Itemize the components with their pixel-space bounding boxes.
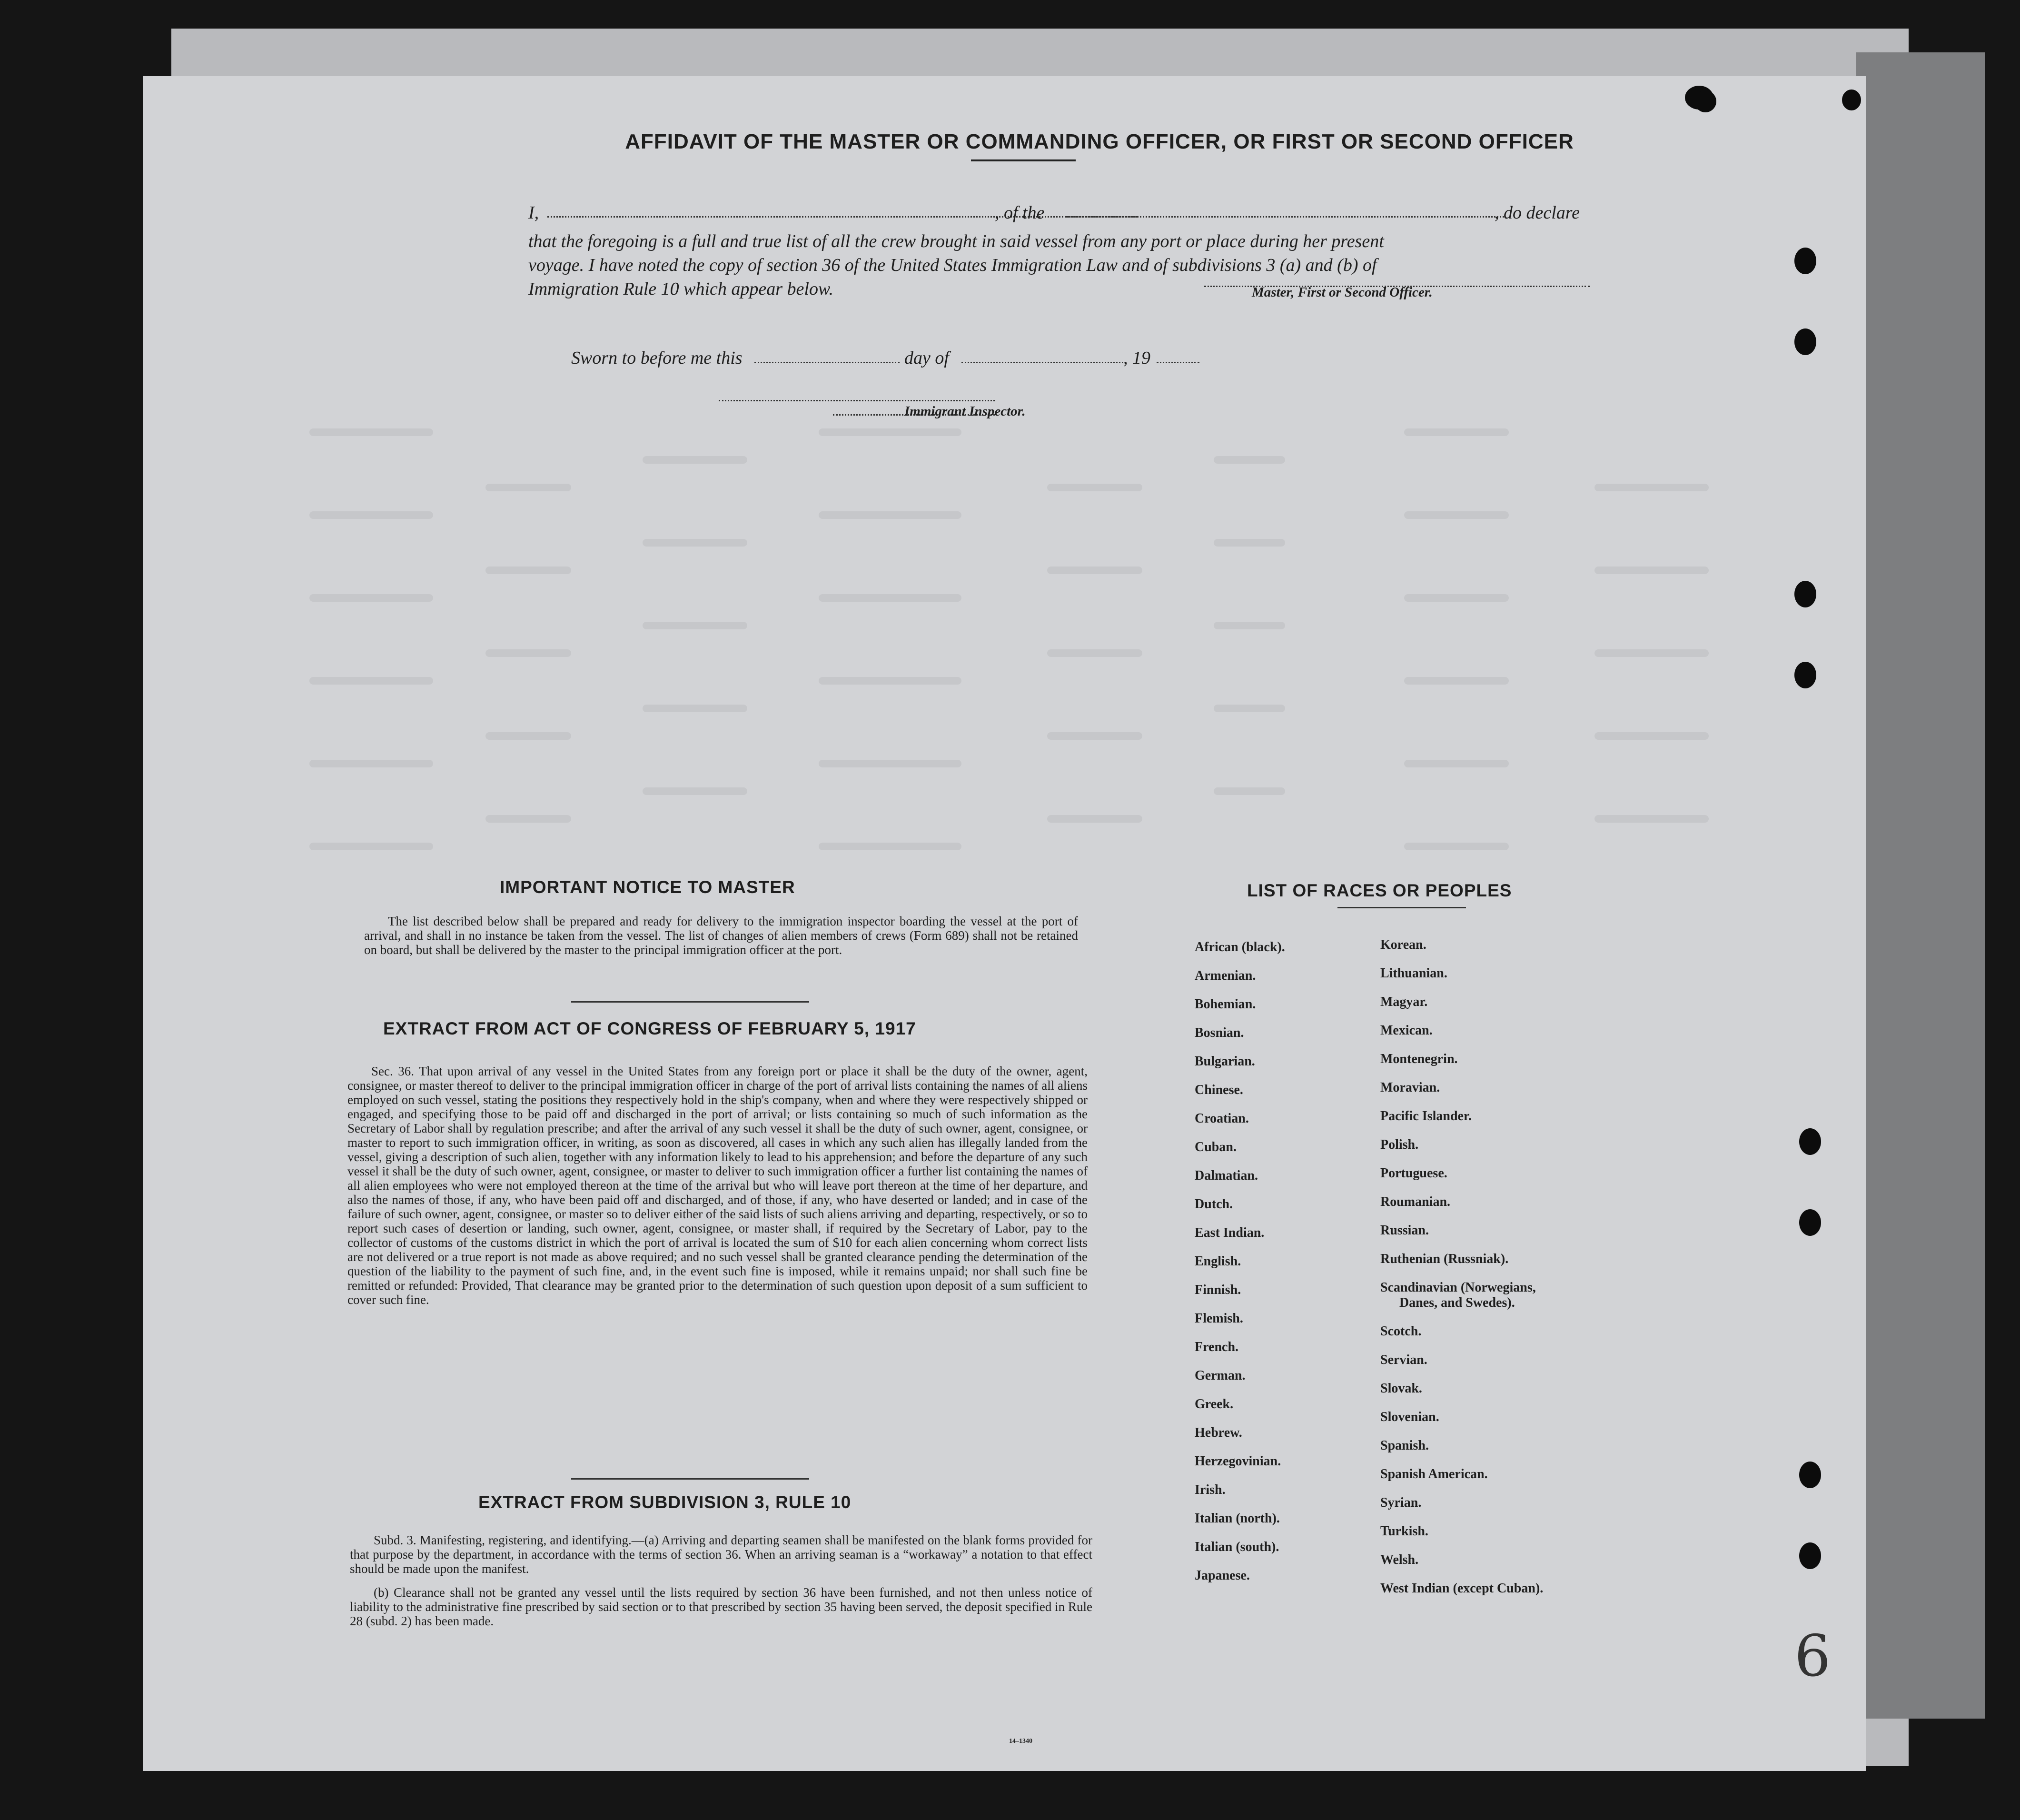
- master-signature-label: Master, First or Second Officer.: [1252, 285, 1433, 300]
- bleed-through-line: [1594, 567, 1709, 574]
- race-item: English.: [1195, 1254, 1241, 1269]
- race-item: Slovenian.: [1380, 1410, 1439, 1424]
- race-item: Syrian.: [1380, 1495, 1422, 1510]
- punch-hole: [1799, 1462, 1821, 1488]
- act-extract-text: Sec. 36. That upon arrival of any vessel in the United States from any foreign port or place it shall be the duty of the owner, agent, consignee, or master thereof to deliver to the principal immigration officer in charge of the port of arrival lists containing the names of all aliens employed on such vessel, stating the positions they respectively hold in the ship's company, when and where they were respectively shipped or engaged, and specifying those to be paid off and discharged in the port of arrival; or lists containing so much of such information as the Secretary of Labor shall by regulation prescribe; and after the arrival of any such vessel it shall be the duty of such owner, agent, consignee, or master to report to such immigration officer, in writing, as soon as discovered, all cases in which any such alien has illegally landed from the vessel, giving a description of such alien, together with any information likely to lead to his apprehension; and before the departure of any such vessel it shall be the duty of such owner, agent, consignee, or master to deliver to such immigration officer a further list containing the names of all alien employees who were not employed thereon at the time of the arrival but who will leave port thereon at the time of her departure, and also the names of those, if any, who have been paid off and discharged, and of those, if any, who have deserted or landed; and in case of the failure of such owner, agent, consignee, or master so to deliver either of the said lists of such aliens arriving and departing, respectively, or so to report such cases of desertion or landing, such owner, agent, consignee, or master shall, if required by the Secretary of Labor, pay to the collector of customs of the customs district in which the port of arrival is located the sum of $10 for each alien concerning whom correct lists are not delivered or a true report is not made as above required; and no such vessel shall be granted clearance pending the determination of the question of the liability to the payment of such fine, and, in the event such fine is imposed, while it remains unpaid; nor shall such fine be remitted or refunded: Provided, That clearance may be granted prior to the determination of such question upon deposit of a sum sufficient to cover such fine.: [347, 1064, 1088, 1307]
- race-item: Hebrew.: [1195, 1425, 1242, 1440]
- bleed-through-line: [819, 677, 961, 685]
- bleed-through-line: [309, 594, 433, 602]
- bleed-through-line: [309, 511, 433, 519]
- bleed-through-line: [1047, 567, 1142, 574]
- race-item: Italian (north).: [1195, 1511, 1280, 1526]
- races-heading: LIST OF RACES OR PEOPLES: [1247, 881, 1512, 900]
- race-item: Flemish.: [1195, 1311, 1243, 1326]
- race-item: Dalmatian.: [1195, 1168, 1258, 1183]
- race-item: Ruthenian (Russniak).: [1380, 1252, 1509, 1266]
- day-of-label: day of: [904, 348, 949, 368]
- race-item: Portuguese.: [1380, 1166, 1447, 1181]
- background-page-edge: [1856, 52, 1985, 1719]
- affidavit-declare-label: , do declare: [1495, 203, 1580, 223]
- section-rule: [571, 1478, 809, 1480]
- bleed-through-line: [1404, 843, 1509, 850]
- race-item: Japanese.: [1195, 1568, 1250, 1583]
- bleed-through-line: [309, 843, 433, 850]
- race-item: Cuban.: [1195, 1140, 1237, 1154]
- race-item: Scandinavian (Norwegians,: [1380, 1280, 1536, 1295]
- bleed-through-line: [643, 622, 747, 629]
- bleed-through-line: [1594, 815, 1709, 823]
- bleed-through-line: [485, 567, 571, 574]
- race-item: West Indian (except Cuban).: [1380, 1581, 1544, 1596]
- rule-extract-text-b: (b) Clearance shall not be granted any vessel until the lists required by section 36 have been furnished, and not then unless notice of liability to the administrative fine prescribed by said section or to that prescribed by section 35 having been served, the deposit specified in Rule 28 (subd. 2) has been made.: [350, 1585, 1092, 1628]
- affidavit-title: AFFIDAVIT OF THE MASTER OR COMMANDING OFFICER, OR FIRST OR SECOND OFFICER: [625, 130, 1574, 153]
- race-item: Russian.: [1380, 1223, 1429, 1238]
- race-item: German.: [1195, 1368, 1246, 1383]
- bleed-through-line: [643, 787, 747, 795]
- race-item: Scotch.: [1380, 1324, 1422, 1339]
- race-item: Lithuanian.: [1380, 966, 1447, 981]
- bleed-through-line: [1214, 456, 1285, 464]
- bleed-through-line: [1214, 622, 1285, 629]
- race-item: Slovak.: [1380, 1381, 1422, 1396]
- form-number: 14–1340: [1009, 1738, 1032, 1745]
- notice-text: The list described below shall be prepared and ready for delivery to the immigration inspector boarding the vessel at the port of arrival, and shall in no instance be taken from the vessel. The list of changes of alien members of crews (Form 689) shall not be retained on board, but shall be delivered by the master to the principal immigration officer at the port.: [364, 914, 1078, 957]
- declarant-name-field[interactable]: [547, 216, 1138, 218]
- race-item: Magyar.: [1380, 995, 1428, 1009]
- bleed-through-line: [1594, 732, 1709, 740]
- race-item: Croatian.: [1195, 1111, 1249, 1126]
- race-item: Finnish.: [1195, 1283, 1241, 1297]
- race-item: Spanish.: [1380, 1438, 1429, 1453]
- punch-hole: [1794, 581, 1816, 607]
- sworn-year-field[interactable]: [1157, 362, 1199, 363]
- race-item: Servian.: [1380, 1353, 1427, 1367]
- bleed-through-line: [1047, 815, 1142, 823]
- bleed-through-line: [1047, 732, 1142, 740]
- bleed-through-line: [819, 843, 961, 850]
- bleed-through-line: [309, 760, 433, 767]
- punch-hole: [1698, 93, 1714, 112]
- race-item: French.: [1195, 1340, 1239, 1354]
- race-item: Dutch.: [1195, 1197, 1233, 1212]
- title-rule: [971, 159, 1076, 161]
- bleed-through-line: [1214, 539, 1285, 547]
- race-item: East Indian.: [1195, 1225, 1265, 1240]
- races-column-2: [1380, 931, 1543, 1603]
- bleed-through-line: [819, 760, 961, 767]
- sworn-day-field[interactable]: [754, 362, 900, 363]
- affidavit-line-3: voyage. I have noted the copy of section 36 of the United States Immigration Law and of subdivisions 3 (a) and (b) of: [528, 255, 1377, 275]
- handwritten-mark: 6: [1794, 1623, 1831, 1690]
- race-item: Welsh.: [1380, 1552, 1419, 1567]
- race-item: Italian (south).: [1195, 1540, 1279, 1554]
- bleed-through-line: [1404, 511, 1509, 519]
- manifest-back-page: [143, 76, 1866, 1771]
- bleed-through-line: [643, 456, 747, 464]
- affidavit-line-4: Immigration Rule 10 which appear below.: [528, 279, 834, 299]
- bleed-through-line: [1404, 677, 1509, 685]
- bleed-through-line: [1594, 649, 1709, 657]
- notice-heading: IMPORTANT NOTICE TO MASTER: [500, 877, 795, 897]
- punch-hole: [1842, 90, 1861, 110]
- act-extract-heading: EXTRACT FROM ACT OF CONGRESS OF FEBRUARY 5, 1917: [383, 1019, 916, 1038]
- punch-hole: [1794, 662, 1816, 688]
- bleed-through-line: [309, 428, 433, 436]
- rule-extract-heading: EXTRACT FROM SUBDIVISION 3, RULE 10: [478, 1492, 852, 1512]
- bleed-through-line: [819, 428, 961, 436]
- punch-hole: [1799, 1209, 1821, 1236]
- inspector-signature-field[interactable]: [719, 400, 995, 401]
- inspector-label: Immigrant Inspector.: [904, 404, 1026, 419]
- race-item: Korean.: [1380, 937, 1426, 952]
- race-item: Armenian.: [1195, 968, 1256, 983]
- bleed-through-line: [819, 594, 961, 602]
- affidavit-i-label: I,: [528, 203, 539, 223]
- rule-extract-text-a: Subd. 3. Manifesting, registering, and identifying.—(a) Arriving and departing seamen shall be manifested on the blank forms provided for that purpose by the department, in accordance with the terms of section 36. When an arriving seaman is a “workaway” a notation to that effect should be made upon the manifest.: [350, 1533, 1092, 1576]
- race-item: Mexican.: [1380, 1023, 1433, 1038]
- race-item: African (black).: [1195, 940, 1285, 955]
- bleed-through-line: [1594, 484, 1709, 491]
- race-item: Herzegovinian.: [1195, 1454, 1281, 1469]
- race-item: Chinese.: [1195, 1083, 1243, 1097]
- race-item: Bulgarian.: [1195, 1054, 1255, 1069]
- race-item: Spanish American.: [1380, 1467, 1488, 1482]
- race-item: Pacific Islander.: [1380, 1109, 1472, 1124]
- punch-hole: [1794, 248, 1816, 274]
- bleed-through-line: [485, 484, 571, 491]
- bleed-through-line: [1047, 484, 1142, 491]
- race-item: Turkish.: [1380, 1524, 1428, 1539]
- sworn-label: Sworn to before me this: [571, 348, 743, 368]
- bleed-through-line: [819, 511, 961, 519]
- races-column-1: [1195, 933, 1285, 1590]
- affidavit-of-the-label: , of the: [995, 203, 1045, 223]
- bleed-through-line: [1214, 705, 1285, 712]
- bleed-through-line: [1404, 760, 1509, 767]
- race-item: Moravian.: [1380, 1080, 1440, 1095]
- race-item: Danes, and Swedes).: [1399, 1295, 1515, 1310]
- bleed-through-line: [1047, 649, 1142, 657]
- race-item: Polish.: [1380, 1137, 1419, 1152]
- bleed-through-line: [485, 732, 571, 740]
- race-item: Roumanian.: [1380, 1194, 1451, 1209]
- race-item: Bohemian.: [1195, 997, 1256, 1012]
- section-rule: [571, 1001, 809, 1003]
- race-item: Montenegrin.: [1380, 1052, 1458, 1066]
- bleed-through-line: [1404, 594, 1509, 602]
- vessel-name-field[interactable]: [1066, 216, 1504, 218]
- affidavit-line-2: that the foregoing is a full and true list of all the crew brought in said vessel from any port or place during her present: [528, 231, 1384, 251]
- race-item: Bosnian.: [1195, 1025, 1244, 1040]
- bleed-through-line: [485, 815, 571, 823]
- bleed-through-line: [1214, 787, 1285, 795]
- sworn-month-field[interactable]: [961, 362, 1123, 363]
- race-item: Greek.: [1195, 1397, 1234, 1412]
- bleed-through-line: [485, 649, 571, 657]
- bleed-through-line: [643, 539, 747, 547]
- year-label: , 19: [1123, 348, 1150, 368]
- bleed-through-line: [1404, 428, 1509, 436]
- races-rule: [1337, 907, 1466, 908]
- bleed-through-line: [309, 677, 433, 685]
- bleed-through-line: [643, 705, 747, 712]
- punch-hole: [1799, 1128, 1821, 1155]
- race-item: Irish.: [1195, 1482, 1226, 1497]
- punch-hole: [1799, 1542, 1821, 1569]
- punch-hole: [1794, 328, 1816, 355]
